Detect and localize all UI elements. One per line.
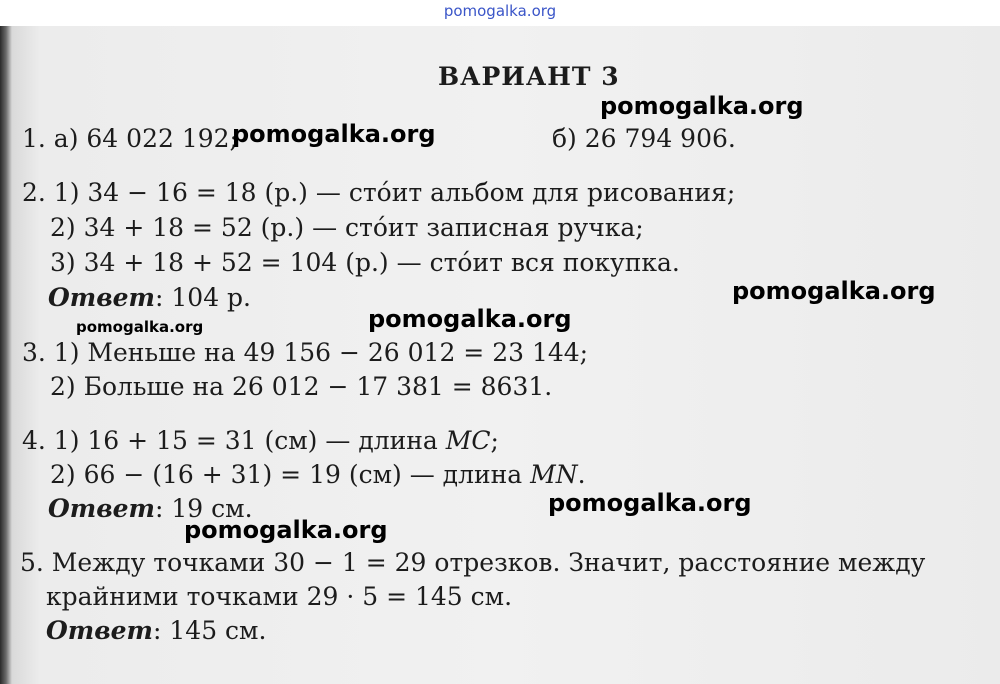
- answer-label: Ответ: [48, 283, 156, 312]
- answer-2-step3: 3) 34 + 18 + 52 = 104 (р.) — стóит вся покупка.: [50, 248, 680, 277]
- watermark: pomogalka.org: [76, 318, 204, 336]
- answer-3-step1: 3. 1) Меньше на 49 156 − 26 012 = 23 144;: [22, 338, 589, 367]
- answer-5-line2: крайними точками 29 · 5 = 145 см.: [46, 582, 513, 611]
- answer-2-step1: 2. 1) 34 − 16 = 18 (р.) — стóит альбом для рисования;: [22, 178, 736, 207]
- scanned-page: [0, 26, 1000, 684]
- watermark: pomogalka.org: [232, 120, 436, 148]
- text: ;: [490, 426, 499, 455]
- watermark: pomogalka.org: [600, 92, 804, 120]
- answer-label: Ответ: [48, 494, 156, 523]
- answer-1b: б) 26 794 906.: [552, 124, 736, 153]
- answer-value: : 19 см.: [155, 494, 253, 523]
- segment-var: MN: [530, 460, 578, 489]
- answer-4-step2: [50, 460, 586, 489]
- answer-value: : 104 р.: [155, 283, 251, 312]
- answer-value: : 145 см.: [153, 616, 267, 645]
- answer-label: Ответ: [46, 616, 154, 645]
- answer-1a: 1. а) 64 022 192;: [22, 124, 238, 153]
- segment-var: MC: [445, 426, 491, 455]
- text: 4. 1) 16 + 15 = 31 (см) — длина: [22, 426, 446, 455]
- answer-2-step2: 2) 34 + 18 = 52 (р.) — стóит записная ручка;: [50, 213, 644, 242]
- header-url[interactable]: pomogalka.org: [443, 2, 557, 20]
- watermark: pomogalka.org: [732, 277, 936, 305]
- text: .: [577, 460, 586, 489]
- answer-4-step1: [22, 426, 499, 455]
- text: 2) 66 − (16 + 31) = 19 (см) — длина: [50, 460, 531, 489]
- answer-3-step2: 2) Больше на 26 012 − 17 381 = 8631.: [50, 372, 553, 401]
- answer-5-line1: 5. Между точками 30 − 1 = 29 отрезков. Значит, расстояние между: [20, 548, 926, 577]
- watermark: pomogalka.org: [548, 489, 752, 517]
- answer-2-result: [48, 283, 251, 312]
- answer-5-result: [46, 616, 266, 645]
- watermark: pomogalka.org: [184, 516, 388, 544]
- page-title: ВАРИАНТ 3: [438, 62, 620, 91]
- watermark: pomogalka.org: [368, 305, 572, 333]
